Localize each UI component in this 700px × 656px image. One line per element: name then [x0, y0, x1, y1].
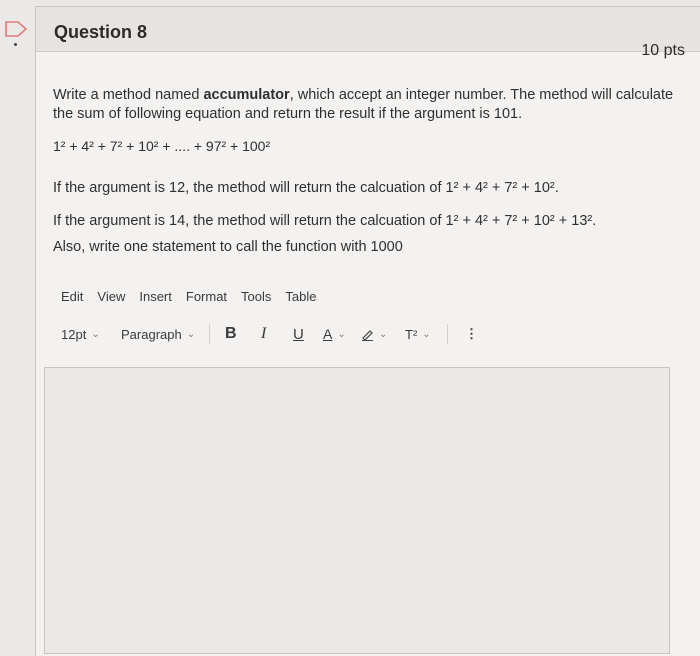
font-size-value: 12pt [61, 326, 87, 342]
menu-view[interactable]: View [97, 289, 126, 304]
prompt-line-5: Also, write one statement to call the function with 1000 [53, 239, 403, 255]
editor-menubar [61, 289, 330, 304]
highlight-button[interactable] [361, 322, 387, 346]
question-card [35, 6, 700, 656]
chevron-down-icon: ⌄ [91, 328, 100, 340]
question-points: 10 pts [641, 42, 685, 59]
chevron-down-icon: ⌄ [422, 328, 431, 340]
menu-table[interactable]: Table [285, 289, 317, 304]
question-title: Question 8 [54, 22, 148, 42]
editor-toolbar [61, 322, 481, 346]
prompt-line-4-eq: 1² + 4² + 7² + 10² + 13². [445, 213, 597, 229]
menu-format[interactable]: Format [185, 289, 228, 304]
prompt-line-3 [53, 180, 559, 196]
prompt-line-4 [53, 213, 596, 229]
toolbar-divider [447, 324, 448, 344]
text-color-icon: A [323, 326, 333, 342]
block-format-value: Paragraph [121, 326, 182, 342]
highlight-icon [361, 328, 374, 341]
answer-editor[interactable] [44, 367, 670, 654]
prompt-line-1 [53, 87, 673, 103]
question-header [36, 7, 700, 52]
italic-button[interactable]: I [261, 325, 267, 342]
chevron-down-icon: ⌄ [186, 328, 196, 340]
underline-button[interactable]: U [293, 325, 304, 343]
block-format-select[interactable] [121, 322, 195, 346]
prompt-line-2: the sum of following equation and return the result if the argument is 101. [53, 106, 523, 122]
more-options-button[interactable]: ⋮ [465, 326, 478, 341]
menu-tools[interactable]: Tools [241, 289, 272, 304]
prompt-line-1-pre: Write a method named [53, 87, 204, 103]
prompt-line-3-pre: If the argument is 12, the method will return the calcuation of [53, 180, 446, 196]
flag-icon[interactable] [4, 20, 28, 38]
prompt-line-1-post: , which accept an integer number. The method will calculate [289, 87, 674, 103]
menu-edit[interactable]: Edit [61, 289, 84, 304]
prompt-line-4-pre: If the argument is 14, the method will return the calcuation of [53, 213, 446, 229]
equation: 1² + 4² + 7² + 10² + .... + 97² + 100² [53, 138, 271, 154]
toolbar-divider [209, 324, 210, 344]
menu-insert[interactable]: Insert [139, 289, 172, 304]
chevron-down-icon: ⌄ [337, 328, 346, 340]
font-size-select[interactable] [61, 322, 100, 346]
prompt-line-3-eq: 1² + 4² + 7² + 10². [445, 180, 559, 196]
superscript-button[interactable] [405, 322, 431, 346]
flag-dot [14, 43, 17, 46]
method-name: accumulator [203, 87, 290, 103]
chevron-down-icon: ⌄ [379, 328, 388, 340]
superscript-icon: T² [405, 326, 418, 342]
bold-button[interactable]: B [225, 325, 237, 342]
text-color-button[interactable] [323, 322, 346, 346]
